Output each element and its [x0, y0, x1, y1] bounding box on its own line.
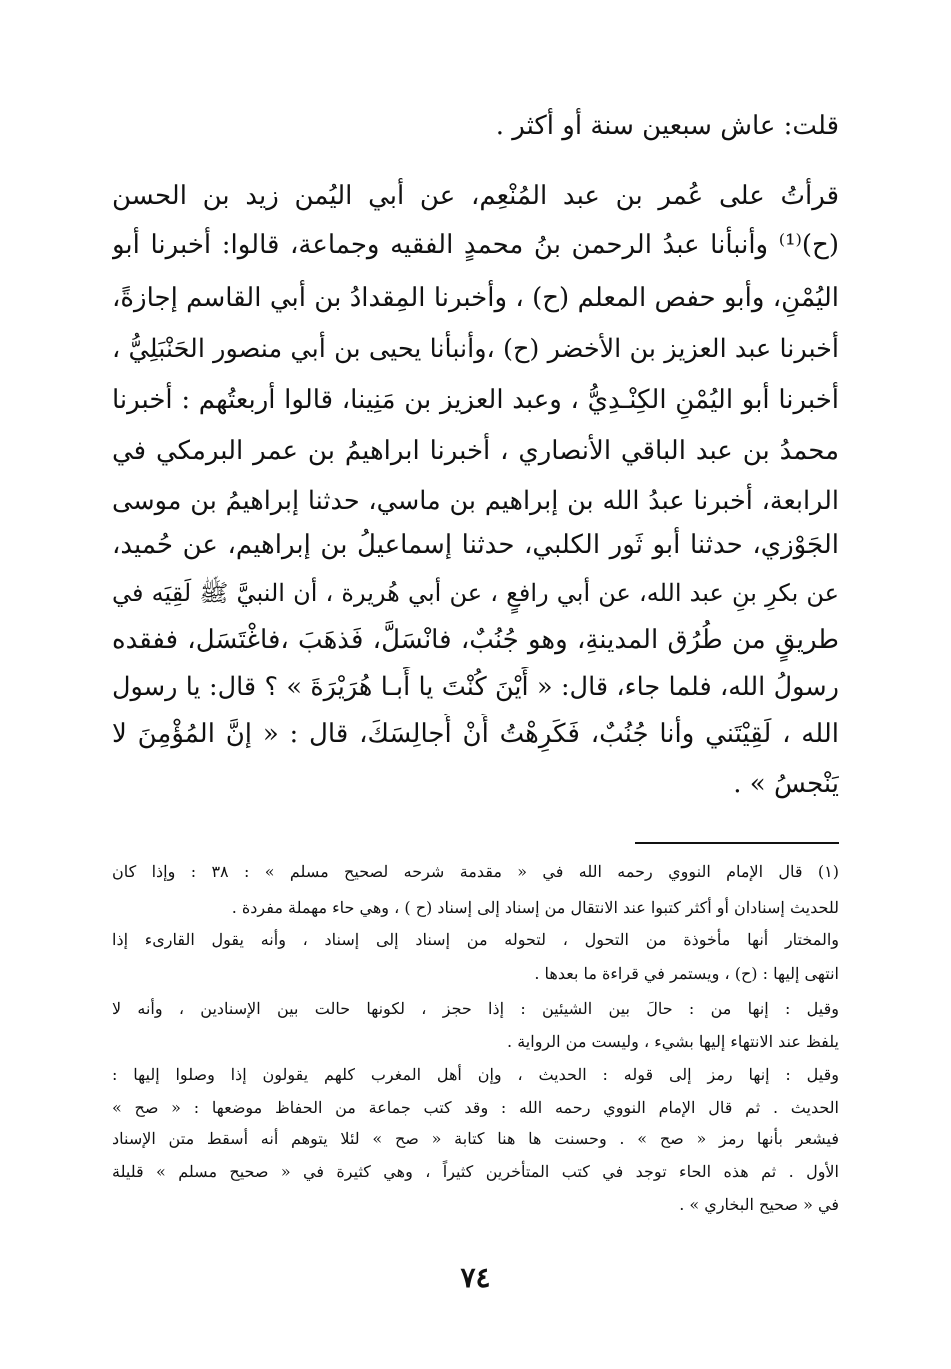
footnote-line: وقيل : إنها من : حالَ بين الشيئين : إذا حجز ، لكونها حالت بين الإسنادين ، وأنه لا [112, 999, 839, 1018]
footnote-line: والمختار أنها مأخوذة من التحول ، لتحوله من إسناد إلى إسناد ، وأنه يقول القارىء إذا [112, 930, 839, 949]
main-text-line: عن بكرِ بنِ عبد الله، عن أبي رافعٍ ، عن أبي هُريرة ، أن النبيَّ ﷺ لَقِيَه في [112, 579, 839, 607]
footnote-line: وقيل : إنها رمز إلى قوله : الحديث ، وإن أهل المغرب كلهم يقولون إذا وصلوا إليها : [112, 1065, 839, 1084]
main-text-line: أخبرنا أبو اليُمْنِ الكِنْـدِيُّ ، وعبد العزيز بن مَنِينا، قالوا أربعتُهم : أخبرنا [112, 385, 839, 415]
main-text-line: الله ، لَقِيْتَني وأنا جُنُبٌ، فَكَرِهْتُ أَنْ أُجالِسَكَ، قال : « إنَّ المُؤْمِنَ لا [112, 719, 839, 749]
main-text-line: أخبرنا عبد العزيز بن الأخضر (ح) ،وأنبأنا يحيى بن أبي منصور الحَنْبَلِيُّ ، [112, 334, 839, 364]
main-text-line: طريقٍ من طُرُق المدينةِ، وهو جُنُبٌ، فانْسَلَّ، فَذهَبَ ،فاغْتَسَل، ففقده [112, 625, 839, 655]
footnote-line: (١) قال الإمام النووي رحمه الله في « مقدمة شرحه لصحيح مسلم » : ٣٨ : وإذا كان [112, 862, 839, 881]
footnote-line: الحديث . ثم قال الإمام النووي رحمه الله : وقد كتب جماعة من الحفاظ موضعها : « صح » [112, 1098, 839, 1117]
main-text-line: اليُمْنِ، وأبو حفص المعلم (ح) ، وأخبرنا المِقدادُ بن أبي القاسم إجازةً، [112, 283, 839, 313]
page-number: ٧٤ [460, 1261, 491, 1294]
footnote-line: في « صحيح البخاري » . [679, 1195, 839, 1214]
footnote-divider [635, 842, 839, 844]
footnote-line: فيشعر بأنها رمز « صح » . وحسنت ها هنا كتابة « صح » لئلا يتوهم أنه أسقط متن الإسناد [112, 1129, 839, 1148]
footnote-line: يلفظ عند الانتهاء إليها بشيء ، وليست من الرواية . [507, 1032, 839, 1051]
main-text-line: يَنْجسُ » . [733, 769, 839, 799]
footnote-line: الأول . ثم هذه الحاء توجد في كتب المتأخرين كثيراً ، وهي كثيرة في « صحيح مسلم » قليلة [112, 1162, 839, 1181]
footnote-line: للحديث إسنادان أو أكثر كتبوا عند الانتقال من إسناد إلى إسناد (ح ) ، وهي حاء مهملة مفردة . [231, 898, 839, 917]
footnote-line: انتهى إليها : (ح) ، ويستمر في قراءة ما بعدها . [534, 964, 839, 983]
main-text-line: محمدُ بن عبد الباقي الأنصاري ، أخبرنا ابراهيمُ بن عمر البرمكي في [112, 436, 839, 466]
main-text-line: الجَوْزي، حدثنا أبو ثَور الكلبي، حدثنا إسماعيلُ بن إبراهيم، عن حُميد، [112, 530, 839, 560]
main-text-line: (ح)⁽¹⁾ وأنبأنا عبدُ الرحمن بنُ محمدٍ الفقيه وجماعة، قالوا: أخبرنا أبو [112, 230, 839, 260]
main-text-line: الرابعة، أخبرنا عبدُ الله بن إبراهيم بن ماسي، حدثنا إبراهيمُ بن موسى [112, 486, 839, 516]
main-text-line: قرأتُ على عُمر بن عبد المُنْعِم، عن أبي اليُمن زيد بن الحسن [112, 181, 839, 211]
main-text-line: قلت: عاش سبعين سنة أو أكثر . [495, 111, 839, 141]
main-text-line: رسولُ الله، فلما جاء، قال: « أَيْنَ كُنْتَ يا أَبـا هُرَيْرَةَ » ؟ قال: يا رسول [112, 672, 839, 702]
